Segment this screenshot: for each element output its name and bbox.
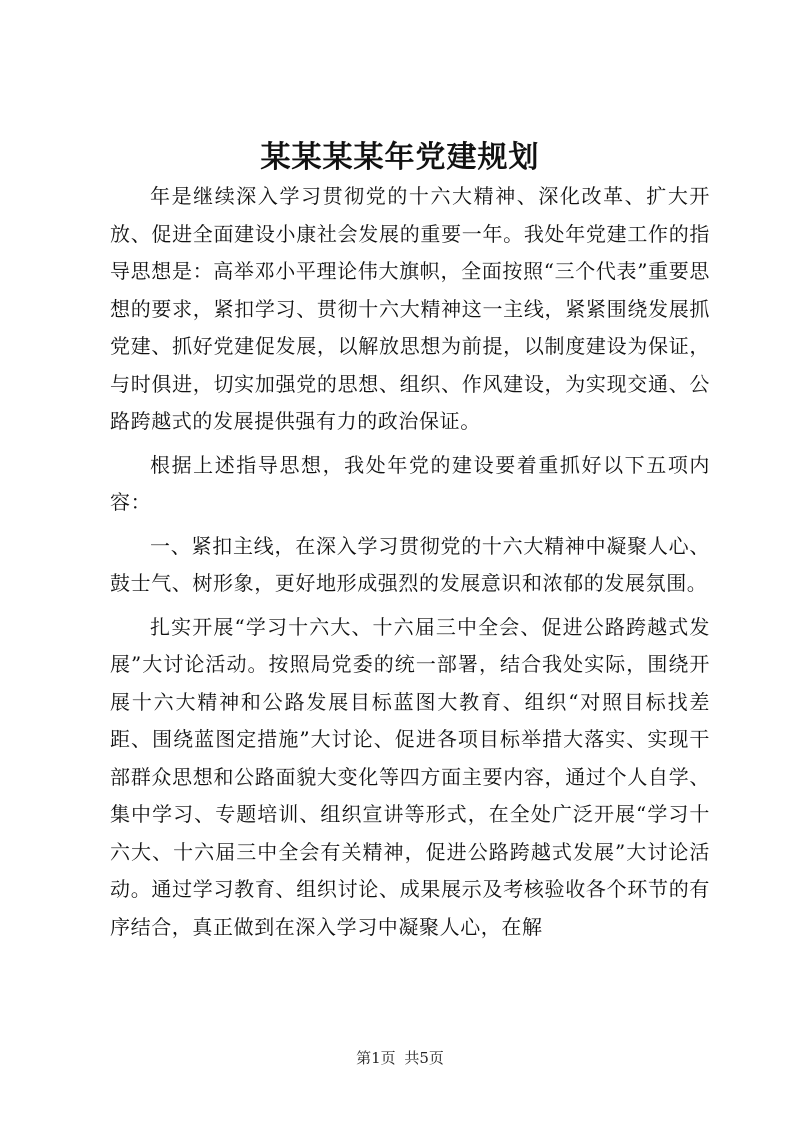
paragraph-section-one-heading: 一、紧扣主线，在深入学习贯彻党的十六大精神中凝聚人心、鼓士气、树形象，更好地形成强烈的发展意识和浓郁的发展氛围。	[110, 533, 710, 595]
page-footer	[0, 1048, 800, 1068]
page-title: 某某某某年党建规划	[260, 140, 540, 175]
document-body	[110, 178, 710, 952]
page-number: 第1页	[356, 1049, 396, 1067]
paragraph-guiding-ideology: 年是继续深入学习贯彻党的十六大精神、深化改革、扩大开放、促进全面建设小康社会发展的重要一年。我处年党建工作的指导思想是：高举邓小平理论伟大旗帜，全面按照“三个代表”重要思想的要求，紧扣学习、贯彻十六大精神这一主线，紧紧围绕发展抓党建、抓好党建促发展，以解放思想为前提，以制度建设为保证，与时俱进，切实加强党的思想、组织、作风建设，为实现交通、公路跨越式的发展提供强有力的政治保证。	[110, 184, 710, 433]
paragraph-discussion-activity: 扎实开展“学习十六大、十六届三中全会、促进公路跨越式发展”大讨论活动。按照局党委的统一部署，结合我处实际，围绕开展十六大精神和公路发展目标蓝图大教育、组织“对照目标找差距、围绕蓝图定措施”大讨论、促进各项目标举措大落实、实现干部群众思想和公路面貌大变化等四方面主要内容，通过个人自学、集中学习、专题培训、组织宣讲等形式，在全处广泛开展“学习十六大、十六届三中全会有关精神，促进公路跨越式发展”大讨论活动。通过学习教育、组织讨论、成果展示及考核验收各个环节的有序结合，真正做到在深入学习中凝聚人心，在解	[110, 614, 710, 939]
page-total: 共5页	[404, 1049, 444, 1067]
paragraph-five-items-intro: 根据上述指导思想，我处年党的建设要着重抓好以下五项内容：	[110, 452, 710, 514]
